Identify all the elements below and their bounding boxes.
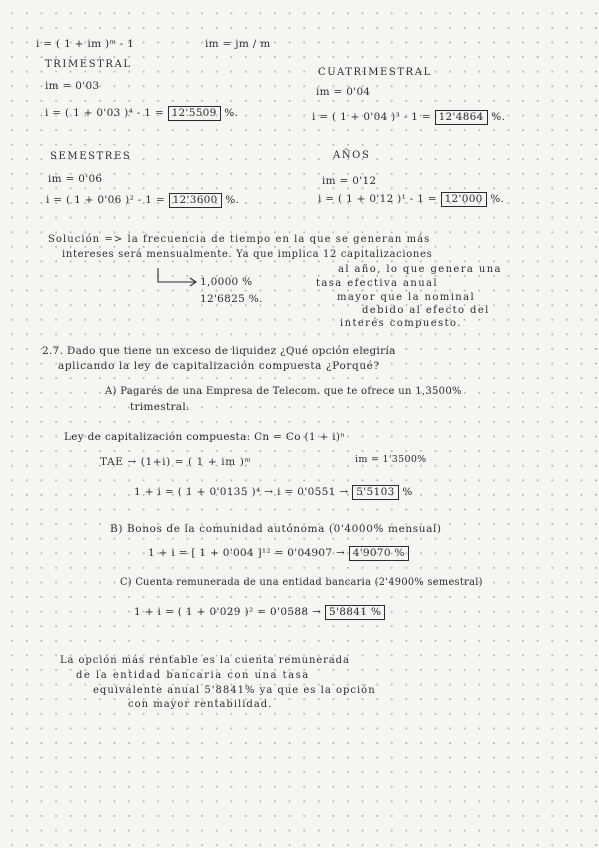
semestres-im: im = 0'06	[48, 173, 103, 185]
cuatrimestral-heading: CUATRIMESTRAL	[318, 67, 432, 78]
semestres-calc	[46, 194, 239, 206]
problem-line2: aplicando la ley de capitalización compuesta ¿Porqué?	[58, 360, 380, 372]
tae-formula: TAE → (1+i) = ( 1 + im )ᵐ	[100, 456, 252, 468]
solucion-line6: debido al efecto del	[362, 305, 490, 316]
conclusion-line4: con mayor rentabilidad.	[128, 699, 273, 710]
im-value: im = 1'3500%	[355, 454, 427, 465]
solucion-line7: interés compuesto.	[340, 318, 462, 329]
option-b-text: B) Bonos de la comunidad autónoma (0'4000% mensual)	[110, 523, 442, 535]
conclusion-line3: equivalente anual 5'8841% ya que es la opción	[93, 685, 376, 696]
anos-heading: AÑOS	[333, 150, 371, 161]
anos-im: im = 0'12	[322, 175, 377, 187]
option-a-result: 5'5103	[352, 485, 398, 500]
arrow-icon	[155, 266, 200, 288]
solucion-line5: mayor que la nominal	[337, 292, 476, 303]
semestres-heading: SEMESTRES	[50, 151, 132, 162]
solucion-arrow-value: 1,0000 %	[200, 276, 253, 288]
conclusion-line2: de la entidad bancaria con una tasa	[76, 670, 310, 681]
semestres-unit: %.	[225, 194, 240, 206]
anos-calc-text: i = ( 1 + 0'12 )¹ - 1 =	[318, 193, 437, 205]
solucion-value2: 12'6825 %.	[200, 293, 263, 305]
option-a-line1: A) Pagarés de una Empresa de Telecom. que te ofrece un 1,3500%	[105, 386, 462, 397]
anos-calc	[318, 193, 504, 205]
cuatrimestral-calc-text: i = ( 1 + 0'04 )³ - 1 =	[312, 111, 431, 123]
anos-result: 12'000	[441, 192, 487, 207]
option-c-calc	[134, 606, 385, 618]
option-b-calc	[148, 547, 409, 559]
trimestral-result: 12'5509	[168, 106, 221, 121]
formula-im: im = jm / m	[205, 38, 271, 50]
solucion-line1: Solución => la frecuencia de tiempo en la que se generan más	[48, 234, 431, 245]
trimestral-unit: %.	[224, 107, 239, 119]
conclusion-line1: La opción más rentable es la cuenta remunerada	[60, 655, 350, 666]
option-c-text: C) Cuenta remunerada de una entidad bancaria (2'4900% semestral)	[120, 577, 483, 588]
option-a-line2: trimestral.	[130, 401, 190, 413]
trimestral-heading: TRIMESTRAL	[45, 59, 132, 70]
anos-unit: %.	[490, 193, 505, 205]
option-a-calc	[134, 486, 413, 498]
cuatrimestral-im: im = 0'04	[316, 86, 371, 98]
option-b-result: 4'9070 %	[349, 546, 409, 561]
solucion-line2: intereses será mensualmente. Ya que implica 12 capitalizaciones	[62, 249, 433, 260]
trimestral-calc	[45, 107, 238, 119]
option-b-calc-text: 1 + i = [ 1 + 0'004 ]¹² = 0'04907 →	[148, 547, 346, 559]
ley-capitalizacion: Ley de capitalización compuesta: Cn = Co (1 + i)ⁿ	[64, 431, 346, 443]
cuatrimestral-result: 12'4864	[435, 110, 488, 125]
cuatrimestral-unit: %.	[491, 111, 506, 123]
option-a-unit: %	[402, 486, 413, 498]
problem-line1: 2.7. Dado que tiene un exceso de liquidez ¿Qué opción elegiría	[42, 345, 396, 357]
trimestral-im: im = 0'03	[45, 80, 100, 92]
semestres-calc-text: i = ( 1 + 0'06 )² - 1 =	[46, 194, 165, 206]
formula-i: i = ( 1 + im )ᵐ - 1	[36, 38, 135, 50]
semestres-result: 12'3600	[169, 193, 222, 208]
cuatrimestral-calc	[312, 111, 505, 123]
trimestral-calc-text: i = ( 1 + 0'03 )⁴ - 1 =	[45, 107, 164, 119]
solucion-line3: al año, lo que genera una	[338, 264, 502, 275]
option-a-calc-text: 1 + i = ( 1 + 0'0135 )⁴ → i = 0'0551 →	[134, 486, 349, 498]
solucion-line4: tasa efectiva anual	[316, 278, 439, 289]
option-c-result: 5'8841 %	[325, 605, 385, 620]
option-c-calc-text: 1 + i = ( 1 + 0'029 )² = 0'0588 →	[134, 606, 322, 618]
